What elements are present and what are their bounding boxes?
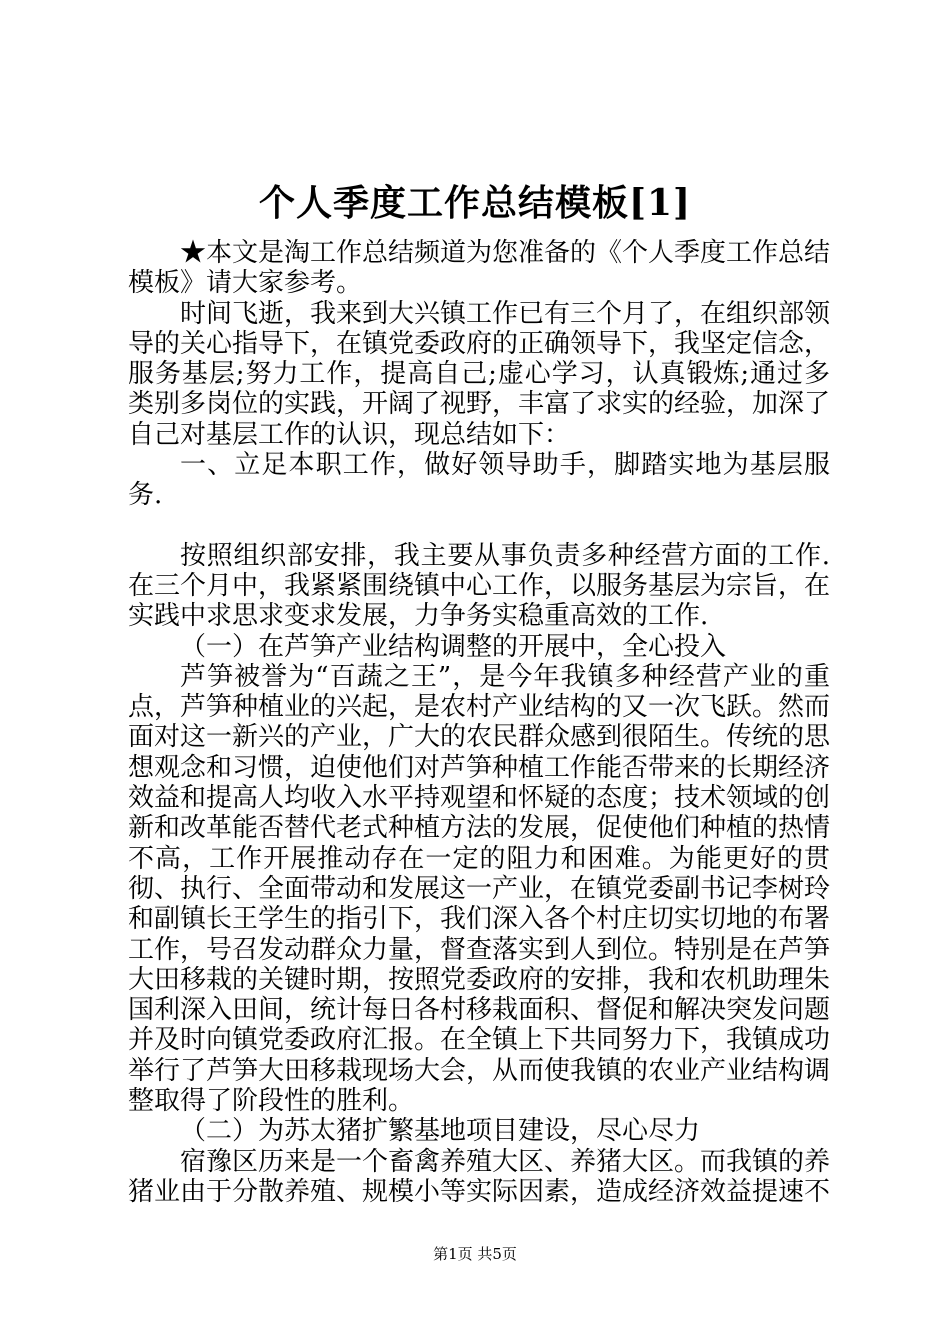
body-paragraph: 宿豫区历来是一个畜禽养殖大区、养猪大区。而我镇的养猪业由于分散养殖、规模小等实际因素，造成经济效益提速不 <box>128 1146 831 1207</box>
document-title: 个人季度工作总结模板[1] <box>258 182 692 224</box>
body-paragraph: 时间飞逝，我来到大兴镇工作已有三个月了，在组织部领导的关心指导下，在镇党委政府的正确领导下，我坚定信念，服务基层;努力工作，提高自己;虚心学习，认真锻炼;通过多类别多岗位的实践，开阔了视野，丰富了求实的经验，加深了自己对基层工作的认识，现总结如下： <box>128 298 831 450</box>
intro-paragraph: ★本文是淘工作总结频道为您准备的《个人季度工作总结模板》请大家参考。 <box>128 238 831 299</box>
body-paragraph: 芦笋被誉为“百蔬之王”，是今年我镇多种经营产业的重点，芦笋种植业的兴起，是农村产业结构的又一次飞跃。然而面对这一新兴的产业，广大的农民群众感到很陌生。传统的思想观念和习惯，迫使他们对芦笋种植工作能否带来的长期经济效益和提高人均收入水平持观望和怀疑的态度；技术领域的创新和改革能否替代老式种植方法的发展，促使他们种植的热情不高，工作开展推动存在一定的阻力和困难。为能更好的贯彻、执行、全面带动和发展这一产业，在镇党委副书记李树玲和副镇长王学生的指引下，我们深入各个村庄切实切地的布署工作，号召发动群众力量，督查落实到人到位。特别是在芦笋大田移栽的关键时期，按照党委政府的安排，我和农机助理朱国利深入田间，统计每日各村移栽面积、督促和解决突发问题并及时向镇党委政府汇报。在全镇上下共同努力下，我镇成功举行了芦笋大田移栽现场大会，从而使我镇的农业产业结构调整取得了阶段性的胜利。 <box>128 661 831 1117</box>
subsection-heading: （一）在芦笋产业结构调整的开展中，全心投入 <box>180 631 727 662</box>
page-footer: 第1页 共5页 <box>433 1245 517 1263</box>
body-paragraph: 按照组织部安排，我主要从事负责多种经营方面的工作.在三个月中，我紧紧围绕镇中心工作，以服务基层为宗旨，在实践中求思求变求发展，力争务实稳重高效的工作. <box>128 540 831 632</box>
section-heading: 一、立足本职工作，做好领导助手，脚踏实地为基层服务. <box>128 450 830 511</box>
document-body <box>128 238 830 1207</box>
subsection-heading: （二）为苏太猪扩繁基地项目建设，尽心尽力 <box>180 1116 701 1147</box>
